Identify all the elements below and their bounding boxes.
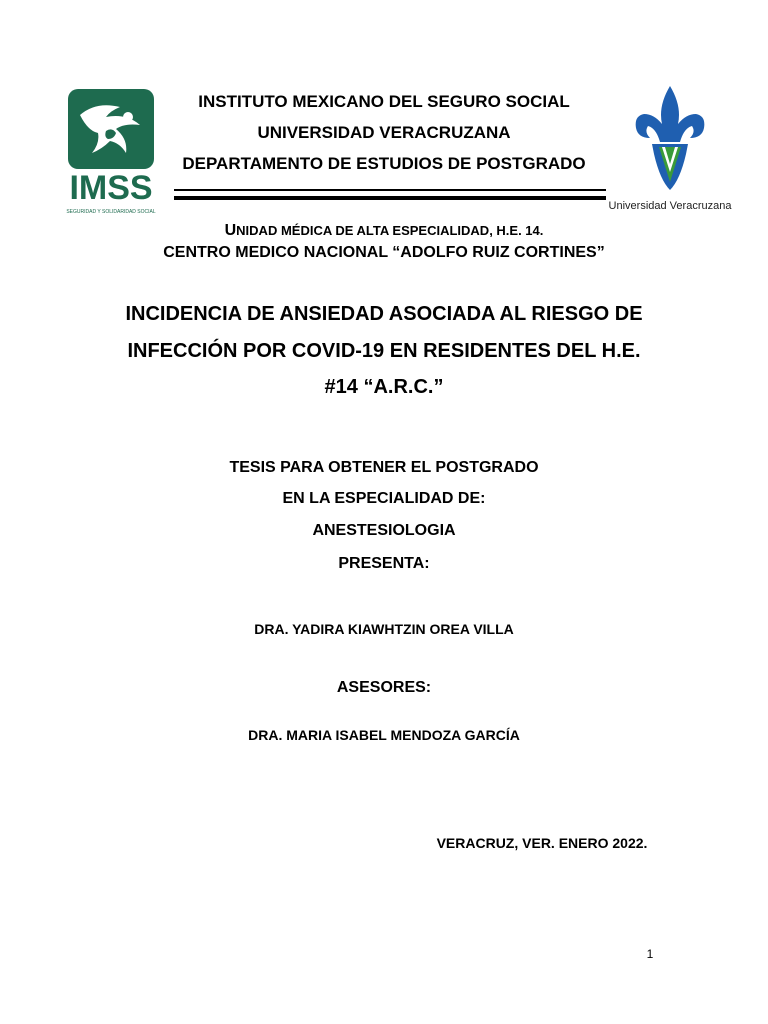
advisor-name: DRA. MARIA ISABEL MENDOZA GARCÍA (248, 727, 520, 743)
unit-line-1 (100, 222, 668, 240)
header-university: UNIVERSIDAD VERACRUZANA (257, 123, 511, 142)
page-number: 1 (646, 947, 654, 961)
thesis-title-line-3: #14 “A.R.C.” (324, 376, 444, 398)
thesis-presents: PRESENTA: (338, 555, 430, 572)
author-name: DRA. YADIRA KIAWHTZIN OREA VILLA (254, 621, 514, 637)
advisors-label: ASESORES: (336, 679, 432, 696)
uv-logo (604, 84, 736, 214)
thesis-title-line-2: INFECCIÓN POR COVID-19 EN RESIDENTES DEL H.E. (127, 340, 641, 362)
thesis-title-line-1: INCIDENCIA DE ANSIEDAD ASOCIADA AL RIESGO DE (125, 303, 643, 325)
uv-logo-text: Universidad Veracruzana (608, 200, 732, 212)
thesis-specialty: ANESTESIOLOGIA (312, 522, 456, 539)
header-rule-thick (174, 196, 606, 200)
imss-logo (66, 87, 158, 217)
header-rule-thin (174, 189, 606, 191)
unit-rest: NIDAD MÉDICA DE ALTA ESPECIALIDAD, H.E. 14. (236, 223, 544, 238)
unit-initial: U (224, 222, 237, 239)
imss-tagline: SEGURIDAD Y SOLIDARIDAD SOCIAL (66, 209, 156, 215)
imss-logo-text: IMSS (69, 169, 153, 207)
unit-line-2: CENTRO MEDICO NACIONAL “ADOLFO RUIZ CORTINES” (163, 244, 605, 261)
place-date: VERACRUZ, VER. ENERO 2022. (436, 835, 648, 851)
header-department: DEPARTAMENTO DE ESTUDIOS DE POSTGRADO (182, 154, 586, 173)
thesis-specialty-label: EN LA ESPECIALIDAD DE: (282, 490, 486, 507)
header-institute: INSTITUTO MEXICANO DEL SEGURO SOCIAL (198, 92, 570, 111)
thesis-purpose: TESIS PARA OBTENER EL POSTGRADO (229, 459, 539, 476)
